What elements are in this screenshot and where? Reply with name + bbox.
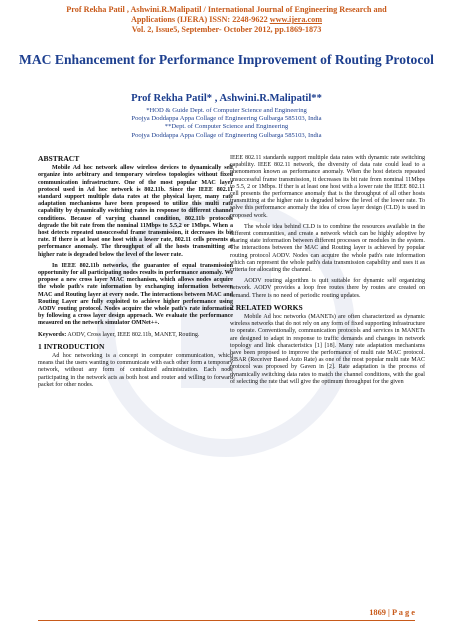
keywords <box>38 332 233 339</box>
related-works-heading: 2 RELATED WORKS <box>230 302 303 312</box>
journal-header-line1: Prof Rekha Patil , Ashwini.R.Malipatil / International Journal of Engineering Research and <box>66 5 387 14</box>
journal-header-line3: Vol. 2, Issue5, September- October 2012, pp.1869-1873 <box>131 25 322 35</box>
affiliation-line: *HOD & Guide Dept. of Computer Science and Engineering <box>146 107 307 114</box>
issn-text: Applications (IJERA) ISSN: 2248-9622 <box>130 15 270 25</box>
footer-divider <box>38 620 415 621</box>
body-paragraph: The whole idea behind CLD is to combine the resources available in the different communities, and create a network which can be highly adoptive by sharing state information between different processes or modules in the system. The interactions between the MAC and Routing layer is achieved by popular routing protocol AODV. Nodes can acquire the whole path's rate information which can represent the whole path's data transmission capability and uses it as criteria for allocating the channel. <box>230 223 425 274</box>
keywords-text: AODV, Cross layer, IEEE 802.11b, MANET, Routing. <box>66 331 200 338</box>
abstract-paragraph: Mobile Ad hoc network allow wireless devices to dynamically self organize into arbitrary and temporary wireless topologies without fixed communication infrastructure. One of the most popular MAC layer protocol used in Ad hoc network is 802.11b. Since the IEEE 802.11 standard support multiple data rates at the physical layer, many rate adaptation mechanisms have been proposed to utilize this multi rate capability by dynamically switching rates in response to different channel conditions. Because of varying channel condition, 802.11b protocols degrade the bit rate from the nominal 11Mbps to 5.5,2 or 1Mbps. When a host detects repeated unsuccessful frame transmission, it decreases its bit rate. If there is at least one host with a lower rate, 802.11 cells presents a performance anomaly. The throughput of all the hosts transmitting at higher rate is degraded below the level of the lower rate. <box>38 165 233 258</box>
journal-header-line2 <box>10 15 443 25</box>
body-paragraph: IEEE 802.11 standards support multiple data rates with dynamic rate switching capability. IEEE 802.11 network, the diversity of data rate could lead to a phenomenon known as performance anomaly. When the host detects repeated unsuccessful frame transmission, it decreases its bit rate from nominal 11Mbps to 5.5, 2 or 1Mbps. If ther is at least one host with a lower rate the IEEE 802.11 cell presents the performance anomaly that is the throughput of all other hosts transmitting at the higher rate is degraded below the level of the lower rate. To solve this performance anomaly the idea of cross layer design (CLD) is used in proposed work. <box>230 155 425 219</box>
related-works-paragraph: Mobile Ad hoc networks (MANETs) are often characterized as dynamic wireless networks that do not rely on any form of fixed supporting infrastructure to operate. Conventionally, communication protocols and services in MANETs are designed to adapt in response to traffic demands and changes in network topology and link characteristics [1] [18]. Many rate adaptation mechanisms have been proposed to improve the performance of multi rate MAC protocol. RBAR (Receiver Based Auto Rate) as one of the most popular multi rate MAC protocol was proposed by Gaven in [2]. Rate adaptation is the process of dynamically switching data rates to match the channel conditions, with the goal of selecting the rate that will give the optimum throughput for the given <box>230 314 425 385</box>
keywords-label: Keywords: <box>38 331 67 338</box>
journal-header <box>10 5 443 36</box>
paper-authors: Prof Rekha Patil* , Ashwini.R.Malipatil** <box>131 93 322 104</box>
abstract-heading: ABSTRACT <box>38 154 80 163</box>
affiliation-line: Poojya Doddappa Appa Collage of Engineering Gulbarga 585103, India <box>131 131 322 139</box>
left-column <box>38 155 233 393</box>
page-number: 1869 | P a g e <box>369 608 415 617</box>
paper-title: MAC Enhancement for Performance Improvement of Routing Protocol <box>19 52 434 67</box>
journal-website-link[interactable]: www.ijera.com <box>269 15 323 25</box>
author-affiliations <box>0 107 453 140</box>
affiliation-line: **Dept. of Computer Science and Engineering <box>164 123 289 131</box>
introduction-paragraph: Ad hoc networking is a concept in computer communication, which means that the users wanting to communicate with each other form a temporary network, without any form of centralized administration. Each node participating in the network acts as both host and router and willing to forward packet for other nodes. <box>38 353 233 388</box>
right-column <box>230 155 425 390</box>
body-paragraph: AODV routing algorithm is quit suitable for dynamic self organizing network. AODV provides a loop free routes there by routes are created on demand. There is no need of periodic routing updates. <box>230 278 425 299</box>
introduction-heading: 1 INTRODUCTION <box>38 341 105 351</box>
affiliation-line: Poojya Doddappa Appa Collage of Engineering Gulbarga 585103, India <box>131 115 322 123</box>
abstract-paragraph: In IEEE 802.11b networks, the guarantee of equal transmission opportunity for all participating nodes results in performance anomaly. We propose a new cross layer MAC mechanism, which allows nodes acquire the whole path's rate information by exchanging information between MAC and Routing layer at every node. The interactions between MAC and Routing Layer are fully exploited to achieve higher performance using AODV routing protocol. Nodes acquire the whole path's rate information by following a cross layer design approach. We evaluate the performance measured on the network simulator OMNet++. <box>38 262 233 327</box>
